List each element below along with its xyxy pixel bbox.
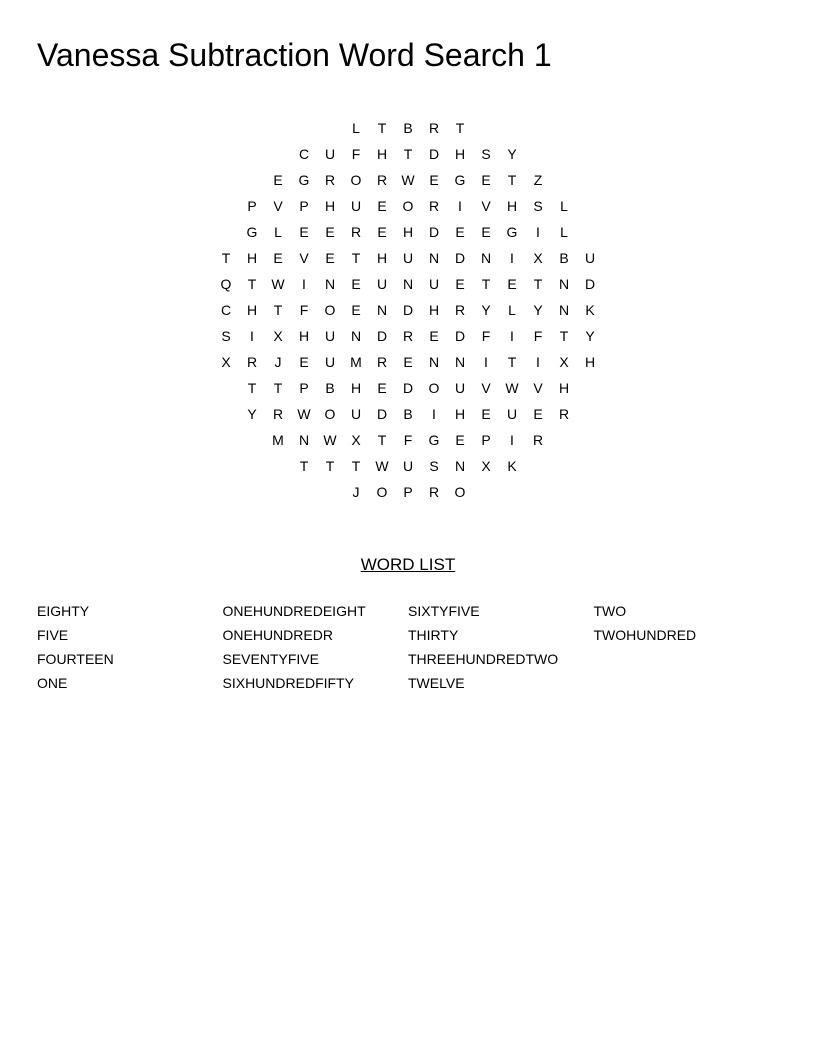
grid-row [213, 167, 603, 193]
word-list-column [594, 599, 779, 647]
grid-letter: E [351, 302, 361, 318]
grid-letter: G [506, 224, 518, 240]
grid-letter: R [402, 328, 414, 344]
grid-letter: M [350, 354, 362, 370]
grid-letter: T [533, 276, 543, 292]
grid-letter: L [560, 198, 568, 214]
grid-letter: F [299, 302, 309, 318]
grid-letter: R [324, 172, 336, 188]
grid-letter: W [401, 172, 415, 188]
grid-letter: V [273, 198, 283, 214]
grid-letter: Q [220, 276, 232, 292]
grid-letter: D [428, 146, 440, 162]
grid-letter: W [505, 380, 519, 396]
grid-letter: S [533, 198, 543, 214]
grid-row [213, 115, 603, 141]
grid-letter: R [428, 198, 440, 214]
word-list-column [223, 599, 408, 695]
grid-row [213, 297, 603, 323]
grid-letter: T [247, 380, 257, 396]
grid-letter: E [481, 224, 491, 240]
grid-letter: G [454, 172, 466, 188]
grid-letter: N [298, 432, 310, 448]
grid-letter: T [377, 120, 387, 136]
grid-letter: U [324, 354, 336, 370]
grid-letter: E [273, 172, 283, 188]
grid-letter: P [299, 380, 309, 396]
grid-letter: U [402, 250, 414, 266]
grid-letter: N [402, 276, 414, 292]
grid-letter: B [559, 250, 569, 266]
word-list-item: SIXHUNDREDFIFTY [222, 675, 354, 691]
word-list-item: THREEHUNDREDTWO [408, 651, 559, 667]
grid-letter: T [455, 120, 465, 136]
grid-letter: T [273, 380, 283, 396]
grid-letter: H [402, 224, 414, 240]
grid-letter: R [532, 432, 544, 448]
grid-letter: R [350, 224, 362, 240]
grid-letter: T [299, 458, 309, 474]
grid-letter: I [302, 276, 306, 292]
grid-letter: V [299, 250, 309, 266]
grid-letter: F [481, 328, 491, 344]
grid-letter: W [323, 432, 337, 448]
grid-letter: E [299, 224, 309, 240]
grid-letter: R [428, 120, 440, 136]
grid-row [213, 401, 603, 427]
grid-letter: R [272, 406, 284, 422]
word-list-item: SIXTYFIVE [408, 603, 480, 619]
grid-letter: C [298, 146, 310, 162]
grid-letter: M [272, 432, 284, 448]
grid-letter: T [559, 328, 569, 344]
grid-letter: G [298, 172, 310, 188]
grid-letter: D [402, 302, 414, 318]
grid-letter: T [403, 146, 413, 162]
grid-letter: H [506, 198, 518, 214]
grid-letter: K [507, 458, 517, 474]
word-list-column [408, 599, 593, 695]
grid-letter: S [481, 146, 491, 162]
grid-letter: Y [247, 406, 257, 422]
grid-letter: E [429, 172, 439, 188]
grid-letter: U [454, 380, 466, 396]
grid-letter: S [221, 328, 231, 344]
grid-letter: Y [481, 302, 491, 318]
word-list-item: SEVENTYFIVE [222, 651, 319, 667]
grid-row [213, 141, 603, 167]
grid-letter: X [351, 432, 361, 448]
grid-letter: C [220, 302, 232, 318]
grid-letter: U [350, 406, 362, 422]
grid-letter: I [432, 406, 436, 422]
grid-letter: E [377, 380, 387, 396]
word-list-item: TWOHUNDRED [593, 627, 697, 643]
grid-row [213, 193, 603, 219]
grid-row [213, 453, 603, 479]
grid-row [213, 245, 603, 271]
grid-letter: T [481, 276, 491, 292]
grid-letter: I [536, 224, 540, 240]
grid-letter: V [533, 380, 543, 396]
word-list-item: ONEHUNDREDEIGHT [222, 603, 366, 619]
grid-letter: F [351, 146, 361, 162]
grid-letter: E [455, 224, 465, 240]
grid-letter: B [403, 406, 413, 422]
grid-letter: H [324, 198, 336, 214]
grid-letter: G [246, 224, 258, 240]
grid-letter: H [454, 406, 466, 422]
grid-letter: U [324, 328, 336, 344]
grid-letter: H [246, 250, 258, 266]
grid-letter: D [428, 224, 440, 240]
word-list-item: TWO [593, 603, 627, 619]
grid-letter: U [350, 198, 362, 214]
grid-letter: P [481, 432, 491, 448]
grid-letter: T [221, 250, 231, 266]
grid-letter: H [558, 380, 570, 396]
grid-letter: D [584, 276, 596, 292]
word-search-grid [213, 115, 603, 505]
grid-letter: H [376, 250, 388, 266]
grid-letter: I [510, 250, 514, 266]
grid-letter: E [481, 172, 491, 188]
grid-letter: E [429, 328, 439, 344]
grid-letter: V [481, 380, 491, 396]
grid-row [213, 427, 603, 453]
grid-letter: T [507, 354, 517, 370]
grid-letter: H [298, 328, 310, 344]
grid-letter: I [510, 432, 514, 448]
word-list-heading: WORD LIST [360, 555, 456, 574]
grid-letter: N [428, 250, 440, 266]
word-list-item: FOURTEEN [37, 651, 114, 667]
grid-letter: B [403, 120, 413, 136]
grid-letter: R [376, 172, 388, 188]
grid-letter: Y [585, 328, 595, 344]
grid-letter: H [246, 302, 258, 318]
page-title: Vanessa Subtraction Word Search 1 [37, 37, 552, 73]
grid-row [213, 219, 603, 245]
grid-row [213, 479, 603, 505]
grid-letter: R [246, 354, 258, 370]
grid-letter: N [324, 276, 336, 292]
grid-letter: I [458, 198, 462, 214]
grid-row [213, 375, 603, 401]
grid-row [213, 349, 603, 375]
grid-letter: Y [533, 302, 543, 318]
grid-letter: X [221, 354, 231, 370]
grid-letter: E [455, 276, 465, 292]
grid-letter: T [247, 276, 257, 292]
grid-letter: U [584, 250, 596, 266]
grid-letter: V [481, 198, 491, 214]
grid-letter: T [351, 250, 361, 266]
grid-letter: U [428, 276, 440, 292]
grid-letter: O [376, 484, 388, 500]
grid-letter: T [273, 302, 283, 318]
grid-letter: N [428, 354, 440, 370]
grid-letter: P [403, 484, 413, 500]
grid-letter: B [325, 380, 335, 396]
word-list-column [37, 599, 222, 695]
grid-letter: W [297, 406, 311, 422]
grid-letter: G [428, 432, 440, 448]
grid-letter: H [376, 146, 388, 162]
grid-letter: U [376, 276, 388, 292]
grid-letter: P [299, 198, 309, 214]
grid-letter: L [352, 120, 360, 136]
grid-letter: T [507, 172, 517, 188]
grid-letter: N [558, 276, 570, 292]
grid-letter: W [271, 276, 285, 292]
grid-letter: E [273, 250, 283, 266]
grid-letter: E [533, 406, 543, 422]
grid-letter: K [585, 302, 595, 318]
grid-letter: O [402, 198, 414, 214]
word-list-item: ONEHUNDREDR [222, 627, 333, 643]
grid-letter: I [484, 354, 488, 370]
grid-letter: U [324, 146, 336, 162]
word-list-item: ONE [37, 675, 68, 691]
grid-letter: X [533, 250, 543, 266]
grid-letter: N [558, 302, 570, 318]
grid-letter: L [508, 302, 516, 318]
grid-letter: O [324, 406, 336, 422]
grid-letter: X [559, 354, 569, 370]
grid-letter: E [299, 354, 309, 370]
grid-row [213, 323, 603, 349]
word-list-item: FIVE [37, 627, 69, 643]
grid-letter: T [377, 432, 387, 448]
grid-letter: D [454, 328, 466, 344]
grid-letter: U [506, 406, 518, 422]
grid-letter: T [325, 458, 335, 474]
grid-letter: N [480, 250, 492, 266]
grid-letter: Z [533, 172, 543, 188]
word-list-item: EIGHTY [37, 603, 90, 619]
grid-letter: H [428, 302, 440, 318]
grid-row [213, 271, 603, 297]
grid-letter: J [274, 354, 282, 370]
grid-letter: P [247, 198, 257, 214]
grid-letter: W [375, 458, 389, 474]
grid-letter: T [351, 458, 361, 474]
grid-letter: R [376, 354, 388, 370]
grid-letter: E [325, 250, 335, 266]
grid-letter: L [274, 224, 282, 240]
grid-letter: R [558, 406, 570, 422]
grid-letter: D [376, 328, 388, 344]
grid-letter: Y [507, 146, 517, 162]
grid-letter: F [403, 432, 413, 448]
grid-letter: E [351, 276, 361, 292]
grid-letter: I [250, 328, 254, 344]
grid-letter: E [377, 224, 387, 240]
word-list-item: TWELVE [408, 675, 465, 691]
grid-letter: R [428, 484, 440, 500]
grid-letter: F [533, 328, 543, 344]
grid-letter: H [584, 354, 596, 370]
grid-letter: E [481, 406, 491, 422]
grid-letter: L [560, 224, 568, 240]
grid-letter: I [510, 328, 514, 344]
grid-letter: O [350, 172, 362, 188]
grid-letter: D [402, 380, 414, 396]
grid-letter: H [454, 146, 466, 162]
grid-letter: N [454, 354, 466, 370]
grid-letter: D [454, 250, 466, 266]
grid-letter: X [481, 458, 491, 474]
grid-letter: N [454, 458, 466, 474]
grid-letter: J [352, 484, 360, 500]
grid-letter: S [429, 458, 439, 474]
grid-letter: E [377, 198, 387, 214]
grid-letter: X [273, 328, 283, 344]
grid-letter: N [376, 302, 388, 318]
grid-letter: E [403, 354, 413, 370]
grid-letter: E [507, 276, 517, 292]
grid-letter: E [455, 432, 465, 448]
grid-letter: O [324, 302, 336, 318]
word-list-item: THIRTY [408, 627, 459, 643]
grid-letter: O [428, 380, 440, 396]
grid-letter: R [454, 302, 466, 318]
grid-letter: U [402, 458, 414, 474]
grid-letter: O [454, 484, 466, 500]
grid-letter: I [536, 354, 540, 370]
grid-letter: E [325, 224, 335, 240]
grid-letter: N [350, 328, 362, 344]
grid-letter: D [376, 406, 388, 422]
grid-letter: H [350, 380, 362, 396]
